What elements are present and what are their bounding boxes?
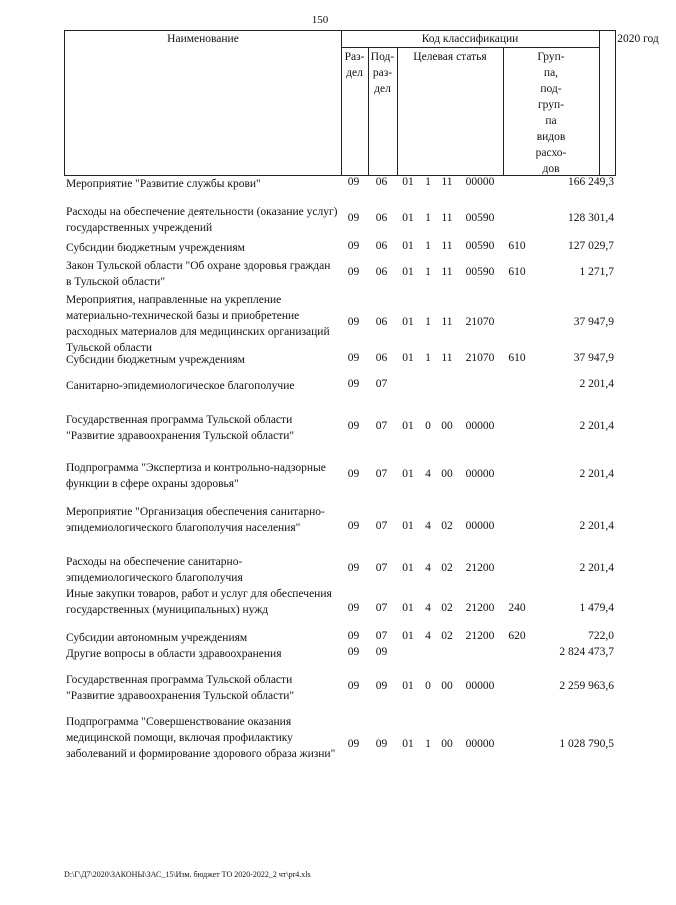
row-name: Мероприятие "Организация обеспечения санитарно-эпидемиологического благополучия населения" bbox=[66, 506, 325, 534]
row-name: Субсидии бюджетным учреждениям bbox=[66, 242, 245, 254]
header-gruppa: Груп- па, под- груп- па видов расхо- дов bbox=[535, 51, 567, 175]
row-code-c2: 1 bbox=[425, 316, 431, 328]
row-code-c1: 01 bbox=[402, 602, 414, 614]
row-code-c3: 00 bbox=[441, 738, 453, 750]
row-code-pr: 09 bbox=[375, 738, 388, 750]
row-amount: 722,0 bbox=[588, 630, 614, 642]
row-name: Мероприятие "Развитие службы крови" bbox=[66, 178, 261, 190]
row-name: Расходы на обеспечение санитарно-эпидемиологического благополучия bbox=[66, 556, 243, 584]
row-code-c3: 11 bbox=[441, 240, 453, 252]
row-amount: 2 824 473,7 bbox=[559, 646, 614, 658]
row-code-c2: 4 bbox=[425, 602, 431, 614]
row-code-pr: 06 bbox=[375, 266, 388, 278]
row-code-rz: 09 bbox=[347, 378, 360, 390]
row-code-c2: 1 bbox=[425, 176, 431, 188]
row-code-pr: 07 bbox=[375, 468, 388, 480]
row-name: Другие вопросы в области здравоохранения bbox=[66, 648, 282, 660]
row-code-vr: 610 bbox=[508, 240, 526, 252]
row-code-c4: 21200 bbox=[465, 602, 495, 614]
row-code-c4: 00000 bbox=[465, 680, 495, 692]
row-code-c4: 21070 bbox=[465, 352, 495, 364]
row-code-c3: 00 bbox=[441, 468, 453, 480]
table-header bbox=[64, 30, 659, 176]
row-name: Субсидии автономным учреждениям bbox=[66, 632, 248, 644]
row-code-c3: 11 bbox=[441, 316, 453, 328]
table-row bbox=[64, 176, 616, 192]
row-code-c1: 01 bbox=[402, 680, 414, 692]
page-number: 150 bbox=[311, 14, 329, 26]
row-name: Мероприятия, направленные на укрепление материально-технической базы и приобретение расходных материалов для медицинских организаций Тульской области bbox=[66, 294, 330, 354]
table-row bbox=[64, 258, 616, 290]
table-row bbox=[64, 504, 616, 552]
row-name: Закон Тульской области "Об охране здоровья граждан в Тульской области" bbox=[66, 260, 331, 288]
row-code-c2: 0 bbox=[425, 680, 431, 692]
row-code-c4: 21200 bbox=[465, 630, 495, 642]
row-name: Расходы на обеспечение деятельности (оказание услуг) государственных учреждений bbox=[66, 206, 338, 234]
row-code-c2: 1 bbox=[425, 266, 431, 278]
row-code-rz: 09 bbox=[347, 266, 360, 278]
row-code-c3: 00 bbox=[441, 420, 453, 432]
row-code-rz: 09 bbox=[347, 176, 360, 188]
table-row bbox=[64, 630, 616, 646]
header-name: Наименование bbox=[167, 33, 239, 45]
row-amount: 2 259 963,6 bbox=[559, 680, 614, 692]
row-code-c2: 1 bbox=[425, 212, 431, 224]
table-row bbox=[64, 586, 616, 634]
row-code-pr: 07 bbox=[375, 520, 388, 532]
row-code-c4: 00590 bbox=[465, 240, 495, 252]
row-name: Государственная программа Тульской области "Развитие здравоохранения Тульской области" bbox=[66, 414, 295, 442]
row-code-pr: 09 bbox=[375, 680, 388, 692]
row-code-c3: 11 bbox=[441, 266, 453, 278]
header-celevaya: Целевая статья bbox=[413, 51, 487, 63]
row-code-rz: 09 bbox=[347, 602, 360, 614]
row-code-c1: 01 bbox=[402, 316, 414, 328]
row-code-c1: 01 bbox=[402, 562, 414, 574]
row-amount: 37 947,9 bbox=[573, 316, 614, 328]
row-name: Иные закупки товаров, работ и услуг для обеспечения государственных (муниципальных) нужд bbox=[66, 588, 332, 616]
row-amount: 166 249,3 bbox=[568, 176, 614, 188]
row-code-pr: 06 bbox=[375, 212, 388, 224]
row-code-c3: 02 bbox=[441, 630, 453, 642]
row-amount: 128 301,4 bbox=[568, 212, 614, 224]
row-code-c3: 02 bbox=[441, 602, 453, 614]
header-year: 2020 год bbox=[617, 33, 659, 45]
row-code-vr: 610 bbox=[508, 352, 526, 364]
row-code-c3: 00 bbox=[441, 680, 453, 692]
table-row bbox=[64, 646, 616, 662]
header-podrazdel: Под- раз- дел bbox=[370, 51, 395, 95]
row-amount: 2 201,4 bbox=[579, 378, 614, 390]
table-row bbox=[64, 554, 616, 586]
row-code-pr: 06 bbox=[375, 352, 388, 364]
row-amount: 37 947,9 bbox=[573, 352, 614, 364]
table-row bbox=[64, 292, 616, 356]
row-code-c4: 00000 bbox=[465, 176, 495, 188]
row-code-rz: 09 bbox=[347, 562, 360, 574]
row-code-c3: 02 bbox=[441, 562, 453, 574]
row-code-c3: 11 bbox=[441, 352, 453, 364]
row-code-c4: 00590 bbox=[465, 266, 495, 278]
table-row bbox=[64, 412, 616, 444]
row-code-rz: 09 bbox=[347, 468, 360, 480]
row-code-c4: 00000 bbox=[465, 738, 495, 750]
table-row bbox=[64, 240, 616, 256]
row-code-c1: 01 bbox=[402, 468, 414, 480]
row-amount: 1 479,4 bbox=[579, 602, 614, 614]
footer-path: D:\Г\Д7\2020\ЗАКОНЫ\ЗАС_15\Изм. бюджет ТО 2020-2022_2 чт\pr4.xls bbox=[64, 870, 311, 879]
row-code-rz: 09 bbox=[347, 680, 360, 692]
header-razdel: Раз- дел bbox=[344, 51, 365, 79]
row-amount: 2 201,4 bbox=[579, 520, 614, 532]
row-code-c1: 01 bbox=[402, 630, 414, 642]
row-code-c4: 00000 bbox=[465, 520, 495, 532]
row-code-pr: 06 bbox=[375, 316, 388, 328]
row-code-c4: 21200 bbox=[465, 562, 495, 574]
row-code-c1: 01 bbox=[402, 738, 414, 750]
row-code-rz: 09 bbox=[347, 352, 360, 364]
row-code-rz: 09 bbox=[347, 316, 360, 328]
table-row bbox=[64, 352, 616, 368]
row-code-c2: 4 bbox=[425, 630, 431, 642]
row-code-c1: 01 bbox=[402, 212, 414, 224]
row-code-c1: 01 bbox=[402, 352, 414, 364]
row-name: Субсидии бюджетным учреждениям bbox=[66, 354, 245, 366]
row-code-rz: 09 bbox=[347, 520, 360, 532]
row-code-pr: 06 bbox=[375, 176, 388, 188]
row-name: Подпрограмма "Экспертиза и контрольно-надзорные функции в сфере охраны здоровья" bbox=[66, 462, 326, 490]
row-code-c2: 1 bbox=[425, 240, 431, 252]
row-code-c2: 4 bbox=[425, 520, 431, 532]
row-code-rz: 09 bbox=[347, 630, 360, 642]
row-code-c1: 01 bbox=[402, 266, 414, 278]
row-code-vr: 620 bbox=[508, 630, 526, 642]
row-code-pr: 07 bbox=[375, 562, 388, 574]
row-code-rz: 09 bbox=[347, 738, 360, 750]
row-amount: 1 271,7 bbox=[579, 266, 614, 278]
table-row bbox=[64, 672, 616, 704]
table-row bbox=[64, 204, 616, 236]
row-name: Подпрограмма "Совершенствование оказания медицинской помощи, включая профилактику заболеваний и формирование здорового образа жизни" bbox=[66, 716, 336, 760]
row-code-c1: 01 bbox=[402, 520, 414, 532]
row-code-c4: 00590 bbox=[465, 212, 495, 224]
row-code-pr: 07 bbox=[375, 378, 388, 390]
row-code-pr: 09 bbox=[375, 646, 388, 658]
row-amount: 2 201,4 bbox=[579, 468, 614, 480]
row-amount: 2 201,4 bbox=[579, 420, 614, 432]
row-name: Государственная программа Тульской области "Развитие здравоохранения Тульской области" bbox=[66, 674, 295, 702]
row-code-c2: 4 bbox=[425, 468, 431, 480]
row-code-c3: 11 bbox=[441, 212, 453, 224]
row-amount: 2 201,4 bbox=[579, 562, 614, 574]
row-code-vr: 610 bbox=[508, 266, 526, 278]
row-code-c2: 0 bbox=[425, 420, 431, 432]
row-code-c1: 01 bbox=[402, 420, 414, 432]
table-row bbox=[64, 460, 616, 492]
row-code-c2: 4 bbox=[425, 562, 431, 574]
table-row bbox=[64, 714, 616, 778]
row-code-c1: 01 bbox=[402, 240, 414, 252]
row-name: Санитарно-эпидемиологическое благополучие bbox=[66, 380, 295, 392]
row-code-c3: 11 bbox=[441, 176, 453, 188]
row-code-c2: 1 bbox=[425, 352, 431, 364]
row-code-rz: 09 bbox=[347, 240, 360, 252]
row-amount: 1 028 790,5 bbox=[559, 738, 614, 750]
row-code-c3: 02 bbox=[441, 520, 453, 532]
row-code-vr: 240 bbox=[508, 602, 526, 614]
row-code-pr: 07 bbox=[375, 602, 388, 614]
row-code-c1: 01 bbox=[402, 176, 414, 188]
row-code-rz: 09 bbox=[347, 212, 360, 224]
header-code: Код классификации bbox=[421, 33, 519, 45]
row-amount: 127 029,7 bbox=[568, 240, 614, 252]
row-code-c4: 00000 bbox=[465, 468, 495, 480]
row-code-pr: 07 bbox=[375, 420, 388, 432]
table-row bbox=[64, 378, 616, 394]
row-code-rz: 09 bbox=[347, 646, 360, 658]
row-code-pr: 07 bbox=[375, 630, 388, 642]
row-code-c4: 00000 bbox=[465, 420, 495, 432]
row-code-c2: 1 bbox=[425, 738, 431, 750]
row-code-pr: 06 bbox=[375, 240, 388, 252]
row-code-c4: 21070 bbox=[465, 316, 495, 328]
row-code-rz: 09 bbox=[347, 420, 360, 432]
